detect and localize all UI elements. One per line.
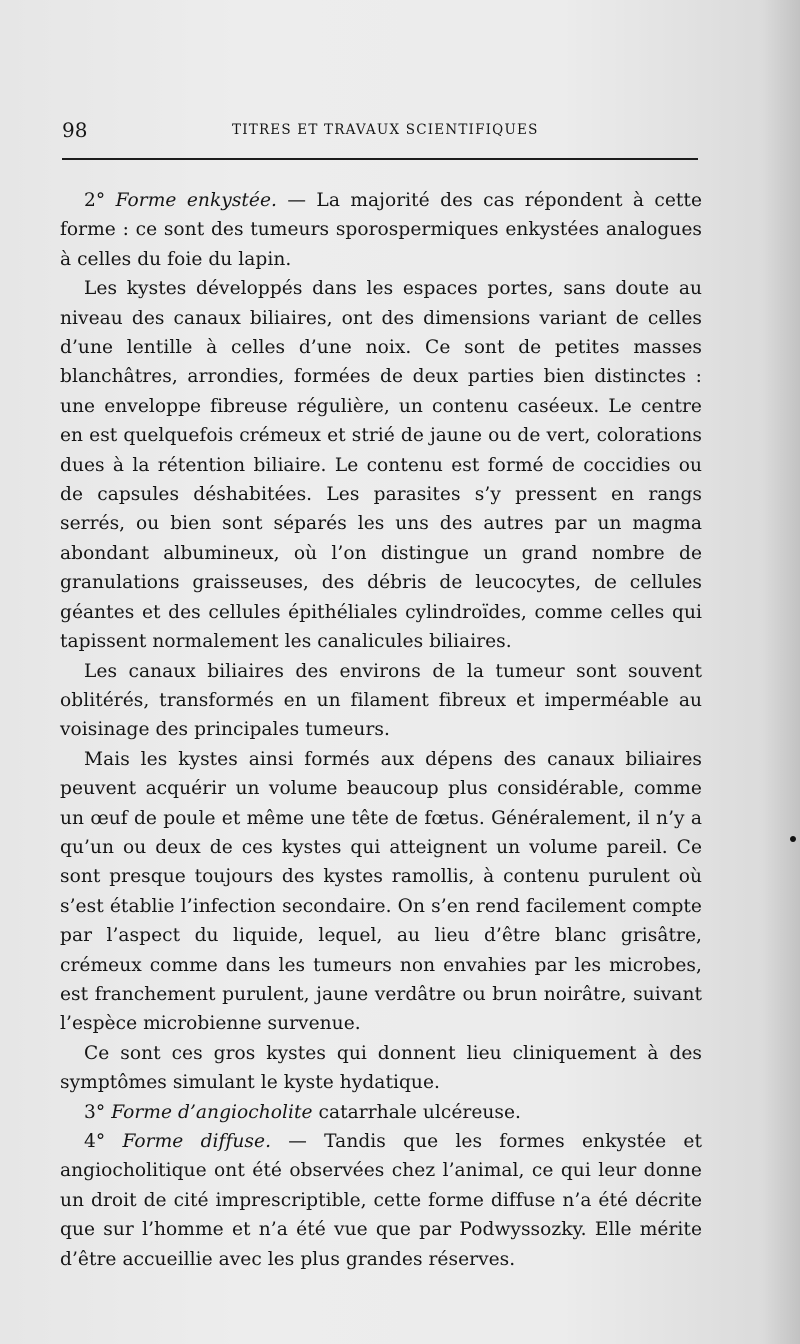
page-number: 98 xyxy=(62,118,88,142)
running-title: TITRES ET TRAVAUX SCIENTIFIQUES xyxy=(232,122,539,138)
page-edge-shadow xyxy=(762,0,800,1344)
section-title: Forme d’angiocholite xyxy=(111,1101,313,1123)
paragraph-text: Ce sont ces gros kystes qui donnent lieu cliniquement à des symptômes simulant le kyste hydatique. xyxy=(60,1042,702,1094)
header-rule xyxy=(62,158,698,160)
paragraph-symptomes xyxy=(60,1039,702,1098)
ink-speck xyxy=(790,836,796,842)
section-number: 4° xyxy=(84,1131,123,1152)
body-text xyxy=(60,186,702,1274)
paragraph-text: Les canaux biliaires des environs de la tumeur sont souvent oblitérés, transformés en un filament fibreux et imperméable au voisinage des principales tumeurs. xyxy=(60,660,702,741)
paragraph-text: — La majorité des cas répondent à cette forme : ce sont des tumeurs sporospermiques enkystées analogues à celles du foie du lapin. xyxy=(60,190,702,270)
paragraph-canaux-biliaires xyxy=(60,657,702,745)
section-title: Forme enkystée. xyxy=(115,190,277,211)
paragraph-kystes xyxy=(60,274,702,656)
paragraph-forme-enkystee xyxy=(60,186,702,274)
section-number: 2° xyxy=(84,190,116,211)
paragraph-angiocholite xyxy=(60,1098,702,1127)
paragraph-text: Mais les kystes ainsi formés aux dépens des canaux biliaires peuvent acquérir un volume beaucoup plus considérable, comme un œuf de poule et même une tête de fœtus. Généralement, il n’y a qu’un ou deux de ces kystes qui atteignent un volume pareil. Ce sont presque toujours des kystes ramollis, à contenu purulent où s’est établie l’infection secondaire. On s’en rend facilement compte par l’aspect du liquide, lequel, au lieu d’être blanc grisâtre, crémeux comme dans les tumeurs non envahies par les microbes, est franchement purulent, jaune verdâtre ou brun noirâtre, suivant l’espèce microbienne survenue. xyxy=(60,748,702,1035)
section-title: Forme diffuse. xyxy=(122,1131,272,1152)
paragraph-forme-diffuse xyxy=(60,1127,702,1274)
paragraph-text: Les kystes développés dans les espaces portes, sans doute au niveau des canaux biliaires, ont des dimensions variant de celles d’une lentille à celles d’une noix. Ce sont de petites masses blanchâtres, arrondies, formées de deux parties bien distinctes : une enveloppe fibreuse régulière, un contenu caséeux. Le centre en est quelquefois crémeux et strié de jaune ou de vert, colorations dues à la rétention biliaire. Le contenu est formé de coccidies ou de capsules déshabitées. Les parasites s’y pressent en rangs serrés, ou bien sont séparés les uns des autres par un magma abondant albumineux, où l’on distingue un grand nombre de granulations graisseuses, des débris de leucocytes, de cellules géantes et des cellules épithéliales cylindroïdes, comme celles qui tapissent normalement les canalicules biliaires. xyxy=(60,278,702,653)
paragraph-text: — Tandis que les formes enkystée et angiocholitique ont été observées chez l’animal, ce qui leur donne un droit de cité imprescriptible, cette forme diffuse n’a été décrite que sur l’homme et n’a été vue que par Podwyssozky. Elle mérite d’être accueillie avec les plus grandes réserves. xyxy=(60,1131,702,1270)
section-number: 3° xyxy=(84,1101,112,1123)
paragraph-text: catarrhale ulcéreuse. xyxy=(312,1101,522,1123)
paragraph-gros-kystes xyxy=(60,745,702,1039)
